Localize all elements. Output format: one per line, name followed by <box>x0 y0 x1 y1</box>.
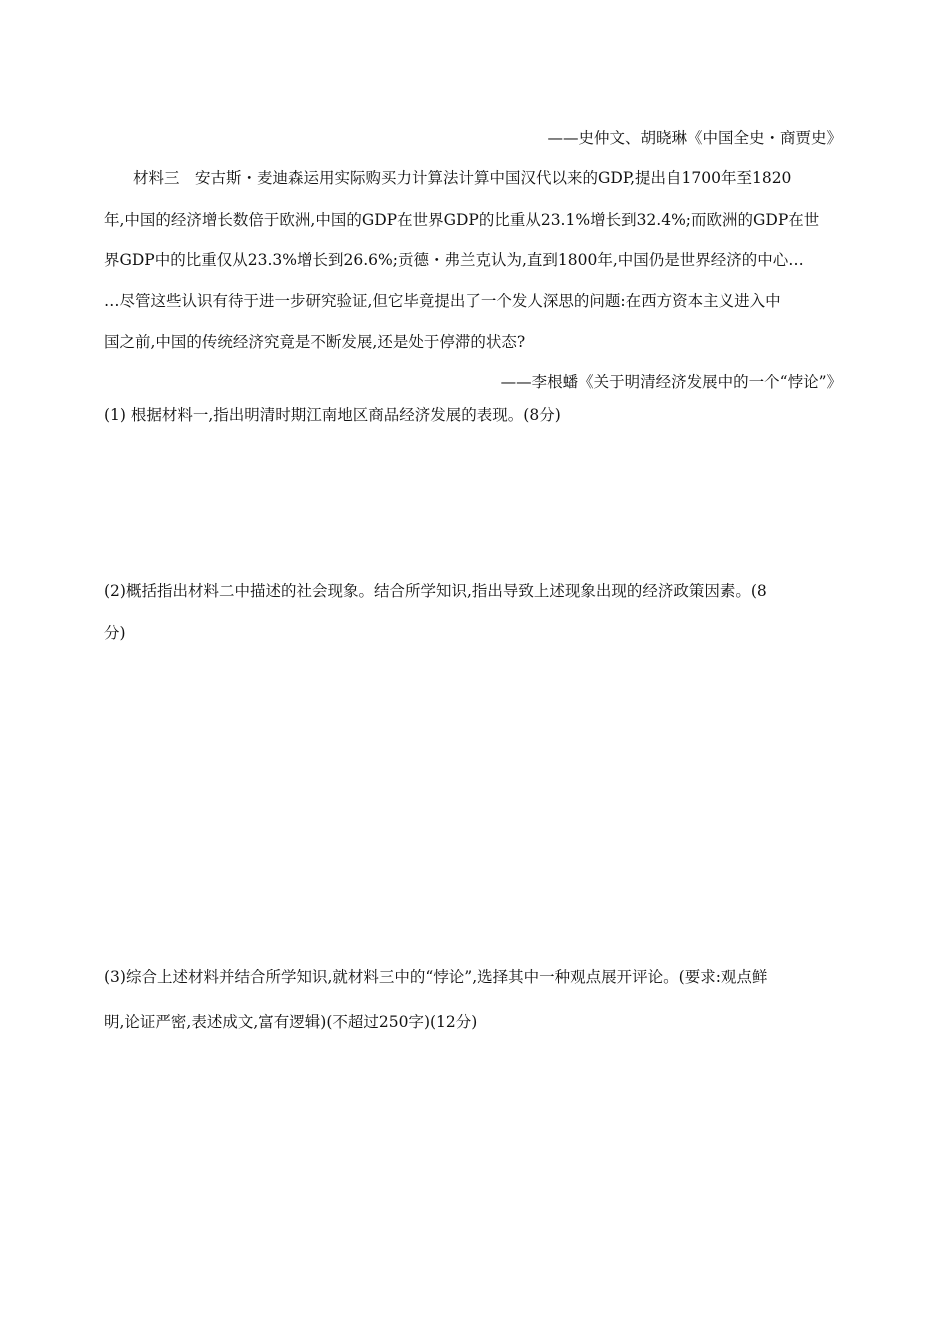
source-citation-2: ——李根蟠《关于明清经济发展中的一个“悖论”》 <box>500 373 842 391</box>
material-3-line-1: 材料三 安古斯・麦迪森运用实际购买力计算法计算中国汉代以来的GDP,提出自1700年至1820 <box>133 169 792 187</box>
question-1: (1) 根据材料一,指出明清时期江南地区商品经济发展的表现。(8分) <box>104 406 561 424</box>
question-3-line-1: (3)综合上述材料并结合所学知识,就材料三中的“悖论”,选择其中一种观点展开评论。(要求:观点鲜 <box>104 968 768 986</box>
source-citation-1: ——史仲文、胡晓琳《中国全史・商贾史》 <box>547 129 842 147</box>
question-2-line-2: 分) <box>104 624 126 642</box>
material-3-line-2: 年,中国的经济增长数倍于欧洲,中国的GDP在世界GDP的比重从23.1%增长到32.4%;而欧洲的GDP在世 <box>104 211 820 229</box>
question-2-line-1: (2)概括指出材料二中描述的社会现象。结合所学知识,指出导致上述现象出现的经济政策因素。(8 <box>104 582 767 600</box>
material-3-line-5: 国之前,中国的传统经济究竟是不断发展,还是处于停滞的状态? <box>104 333 526 351</box>
material-3-line-3: 界GDP中的比重仅从23.3%增长到26.6%;贡德・弗兰克认为,直到1800年,中国仍是世界经济的中心… <box>104 251 804 269</box>
question-3-line-2: 明,论证严密,表述成文,富有逻辑)(不超过250字)(12分) <box>104 1013 478 1031</box>
material-3-line-4: …尽管这些认识有待于进一步研究验证,但它毕竟提出了一个发人深思的问题:在西方资本主义进入中 <box>104 292 781 310</box>
